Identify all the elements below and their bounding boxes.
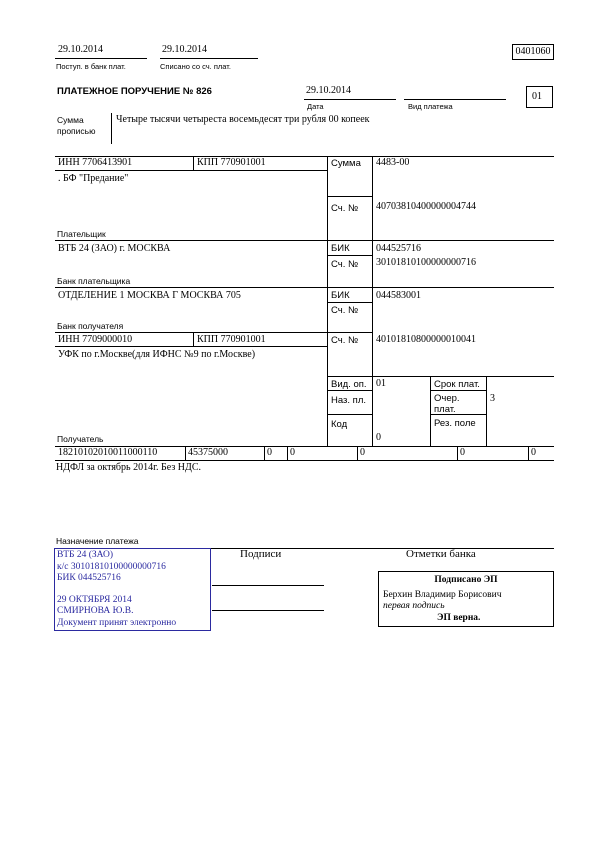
grid-line bbox=[327, 390, 372, 391]
debited-date-label: Списано со сч. плат. bbox=[160, 62, 231, 71]
payer-account-value: 40703810400000004744 bbox=[376, 201, 476, 212]
ocher-value: 3 bbox=[490, 393, 495, 404]
payee-bank-label: Банк получателя bbox=[57, 321, 124, 331]
grid-line bbox=[327, 255, 372, 256]
grid-line bbox=[528, 446, 529, 460]
bank-stamp-line-3: БИК 044525716 bbox=[57, 573, 121, 583]
payer-bank-account-label: Сч. № bbox=[331, 259, 359, 270]
payer-name: . БФ "Предание" bbox=[58, 173, 129, 184]
payer-bank-account-value: 30101810100000000716 bbox=[376, 257, 476, 268]
tax-doc-number: 0 bbox=[360, 447, 365, 458]
bank-stamp-line-1: ВТБ 24 (ЗАО) bbox=[57, 550, 114, 560]
bank-stamp-line-6: Документ принят электронно bbox=[57, 617, 177, 628]
amount-words-label-1: Сумма bbox=[57, 115, 84, 125]
signature-line-1 bbox=[212, 585, 324, 586]
received-date-label: Поступ. в банк плат. bbox=[56, 62, 126, 71]
grid-line bbox=[430, 390, 486, 391]
e-signature-signer: Берхин Владимир Борисович bbox=[383, 590, 502, 600]
grid-line bbox=[430, 376, 431, 446]
bank-stamp bbox=[54, 548, 211, 631]
payee-account-label: Сч. № bbox=[331, 335, 359, 346]
payer-bank-name: ВТБ 24 (ЗАО) г. МОСКВА bbox=[58, 243, 171, 254]
form-code: 0401060 bbox=[515, 46, 551, 57]
amount-words-label-2: прописью bbox=[57, 126, 96, 136]
grid-line bbox=[327, 376, 554, 377]
grid-line bbox=[264, 446, 265, 460]
payee-inn: ИНН 7709000010 bbox=[58, 334, 133, 345]
e-signature-verdict: ЭП верна. bbox=[437, 613, 481, 623]
form-code-box bbox=[512, 44, 554, 60]
grid-line bbox=[55, 346, 327, 347]
tax-oktmo: 45375000 bbox=[188, 447, 228, 458]
purpose-text: НДФЛ за октябрь 2014г. Без НДС. bbox=[56, 462, 202, 473]
tax-type: 0 bbox=[531, 447, 536, 458]
payee-name: УФК по г.Москве(для ИФНС №9 по г.Москве) bbox=[58, 349, 256, 360]
payee-label: Получатель bbox=[57, 434, 104, 444]
tax-kbk: 18210102010011000110 bbox=[58, 447, 158, 458]
debited-date-line bbox=[160, 58, 258, 59]
received-date: 29.10.2014 bbox=[58, 44, 103, 55]
grid-line bbox=[55, 287, 554, 288]
grid-line bbox=[193, 156, 194, 170]
grid-line bbox=[55, 170, 327, 171]
received-date-line bbox=[55, 58, 147, 59]
sum-value: 4483-00 bbox=[376, 157, 410, 168]
ocher-label-1: Очер. bbox=[434, 393, 460, 404]
payee-kpp: КПП 770901001 bbox=[197, 334, 266, 345]
signatures-label: Подписи bbox=[240, 548, 282, 560]
grid-line bbox=[287, 446, 288, 460]
tax-basis: 0 bbox=[267, 447, 272, 458]
sum-label: Сумма bbox=[331, 158, 361, 169]
payer-bank-label: Банк плательщика bbox=[57, 276, 131, 286]
bank-marks-label: Отметки банка bbox=[406, 548, 476, 560]
payee-account-value: 40101810800000010041 bbox=[376, 334, 476, 345]
vid-op-value: 01 bbox=[376, 378, 386, 389]
grid-line bbox=[372, 156, 373, 446]
kod-label: Код bbox=[331, 419, 348, 430]
payer-bank-bik-value: 044525716 bbox=[376, 243, 421, 254]
grid-line bbox=[327, 302, 372, 303]
grid-line bbox=[193, 332, 194, 346]
tax-doc-date: 0 bbox=[460, 447, 465, 458]
document-date-line bbox=[304, 99, 396, 100]
payer-kpp: КПП 770901001 bbox=[197, 157, 266, 168]
amount-words-divider bbox=[111, 113, 112, 144]
payment-type-line bbox=[404, 99, 506, 100]
amount-words: Четыре тысячи четыреста восемьдесят три рубля 00 копеек bbox=[116, 114, 370, 125]
document-date: 29.10.2014 bbox=[306, 85, 351, 96]
grid-line bbox=[357, 446, 358, 460]
bank-stamp-line-5: СМИРНОВА Ю.В. bbox=[57, 606, 134, 616]
grid-line bbox=[185, 446, 186, 460]
signature-line-2 bbox=[212, 610, 324, 611]
payer-label: Плательщик bbox=[57, 229, 106, 239]
rez-label: Рез. поле bbox=[434, 418, 476, 429]
bank-stamp-line-4: 29 ОКТЯБРЯ 2014 bbox=[57, 594, 132, 605]
ocher-label-2: плат. bbox=[434, 404, 456, 415]
purpose-label: Назначение платежа bbox=[56, 536, 139, 546]
payer-inn: ИНН 7706413901 bbox=[58, 157, 133, 168]
payee-bank-name: ОТДЕЛЕНИЕ 1 МОСКВА Г МОСКВА 705 bbox=[58, 290, 241, 301]
grid-line bbox=[457, 446, 458, 460]
status-code-box bbox=[526, 86, 553, 108]
payer-account-label: Сч. № bbox=[331, 203, 359, 214]
e-signature-role: первая подпись bbox=[383, 601, 445, 611]
document-title: ПЛАТЕЖНОЕ ПОРУЧЕНИЕ № 826 bbox=[57, 86, 212, 97]
payer-bank-bik-label: БИК bbox=[331, 243, 350, 254]
debited-date: 29.10.2014 bbox=[162, 44, 207, 55]
grid-line bbox=[327, 414, 372, 415]
grid-line bbox=[55, 332, 372, 333]
vid-op-label: Вид. оп. bbox=[331, 379, 367, 390]
e-signature-title: Подписано ЭП bbox=[434, 575, 498, 585]
e-signature-box bbox=[378, 571, 554, 627]
document-date-label: Дата bbox=[307, 102, 324, 111]
grid-line bbox=[55, 240, 554, 241]
naz-label: Наз. пл. bbox=[331, 395, 366, 406]
payment-type-label: Вид платежа bbox=[408, 102, 453, 111]
grid-line bbox=[486, 376, 487, 446]
bank-stamp-line-2: к/с 30101810100000000716 bbox=[57, 561, 166, 572]
srok-label: Срок плат. bbox=[434, 379, 480, 390]
payee-bank-account-label: Сч. № bbox=[331, 305, 359, 316]
status-code: 01 bbox=[532, 91, 542, 102]
grid-line bbox=[327, 156, 328, 446]
tax-period: 0 bbox=[290, 447, 295, 458]
kod-value: 0 bbox=[376, 432, 381, 443]
grid-line bbox=[55, 460, 554, 461]
grid-line bbox=[327, 196, 372, 197]
payee-bank-bik-label: БИК bbox=[331, 290, 350, 301]
payee-bank-bik-value: 044583001 bbox=[376, 290, 421, 301]
